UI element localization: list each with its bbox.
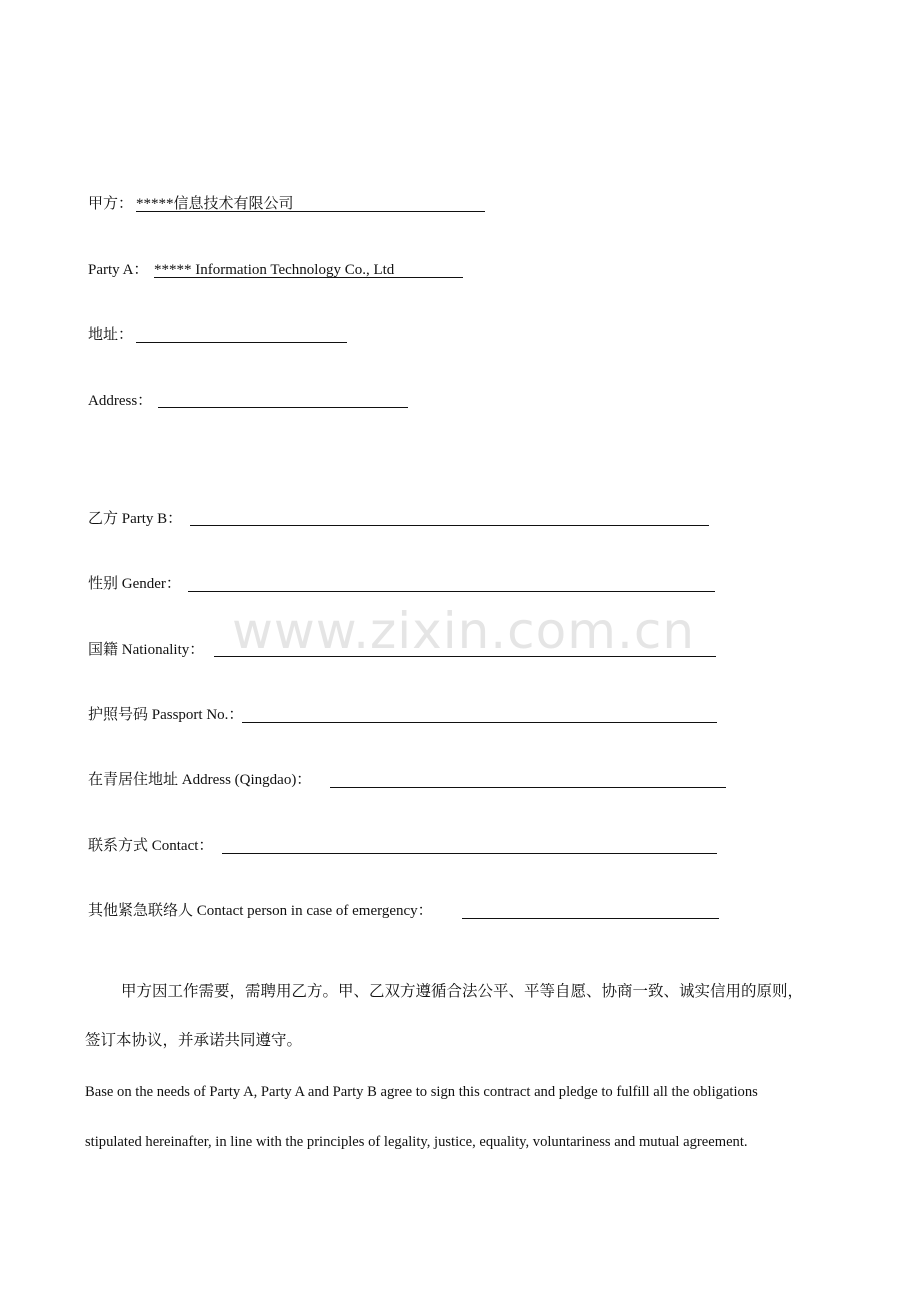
emergency-row xyxy=(88,901,433,921)
passport-label: 护照号码 Passport No.： xyxy=(88,707,244,723)
party-a-cn-underline xyxy=(136,211,485,212)
qingdao-address-row xyxy=(88,770,311,790)
nationality-field[interactable] xyxy=(214,656,716,657)
party-a-en-value[interactable]: ***** Information Technology Co., Ltd xyxy=(154,262,395,278)
party-a-en-underline xyxy=(154,277,463,278)
party-b-field[interactable] xyxy=(190,525,709,526)
party-a-cn-row xyxy=(88,194,133,214)
party-a-cn-value[interactable]: *****信息技术有限公司 xyxy=(136,196,294,212)
address-cn-label: 地址： xyxy=(88,327,134,343)
address-en-row xyxy=(88,391,152,411)
address-cn-row xyxy=(88,325,133,345)
nationality-row xyxy=(88,640,204,660)
address-en-field[interactable] xyxy=(158,407,408,408)
address-cn-field[interactable] xyxy=(136,342,347,343)
intro-en-line1: Base on the needs of Party A, Party A and Party B agree to sign this contract and pledge to fulfill all the obligations xyxy=(85,1084,758,1100)
qingdao-address-field[interactable] xyxy=(330,787,726,788)
passport-field[interactable] xyxy=(242,722,717,723)
intro-en-line2: stipulated hereinafter, in line with the principles of legality, justice, equality, voluntariness and mutual agreement. xyxy=(85,1134,748,1150)
gender-field[interactable] xyxy=(188,591,715,592)
qingdao-address-label: 在青居住地址 Address (Qingdao)： xyxy=(88,772,312,788)
intro-cn-line1: 甲方因工作需要，需聘用乙方。甲、乙双方遵循合法公平、平等自愿、协商一致、诚实信用的原则， xyxy=(121,983,804,1000)
contact-row xyxy=(88,836,213,856)
party-a-en-label: Party A： xyxy=(88,262,149,278)
emergency-label: 其他紧急联络人 Contact person in case of emergency： xyxy=(88,903,433,919)
party-b-label: 乙方 Party B： xyxy=(88,511,183,527)
party-b-row xyxy=(88,509,182,529)
emergency-field[interactable] xyxy=(462,918,719,919)
contact-label: 联系方式 Contact： xyxy=(88,838,214,854)
watermark: www.zixin.com.cn xyxy=(232,602,696,660)
nationality-label: 国籍 Nationality： xyxy=(88,642,205,658)
address-en-label: Address： xyxy=(88,393,153,409)
party-a-en-row xyxy=(88,260,148,280)
intro-cn-line2: 签订本协议，并承诺共同遵守。 xyxy=(85,1032,303,1049)
party-a-cn-label: 甲方： xyxy=(88,196,134,212)
gender-label: 性别 Gender： xyxy=(88,576,181,592)
contact-field[interactable] xyxy=(222,853,717,854)
passport-row xyxy=(88,705,243,725)
gender-row xyxy=(88,574,181,594)
